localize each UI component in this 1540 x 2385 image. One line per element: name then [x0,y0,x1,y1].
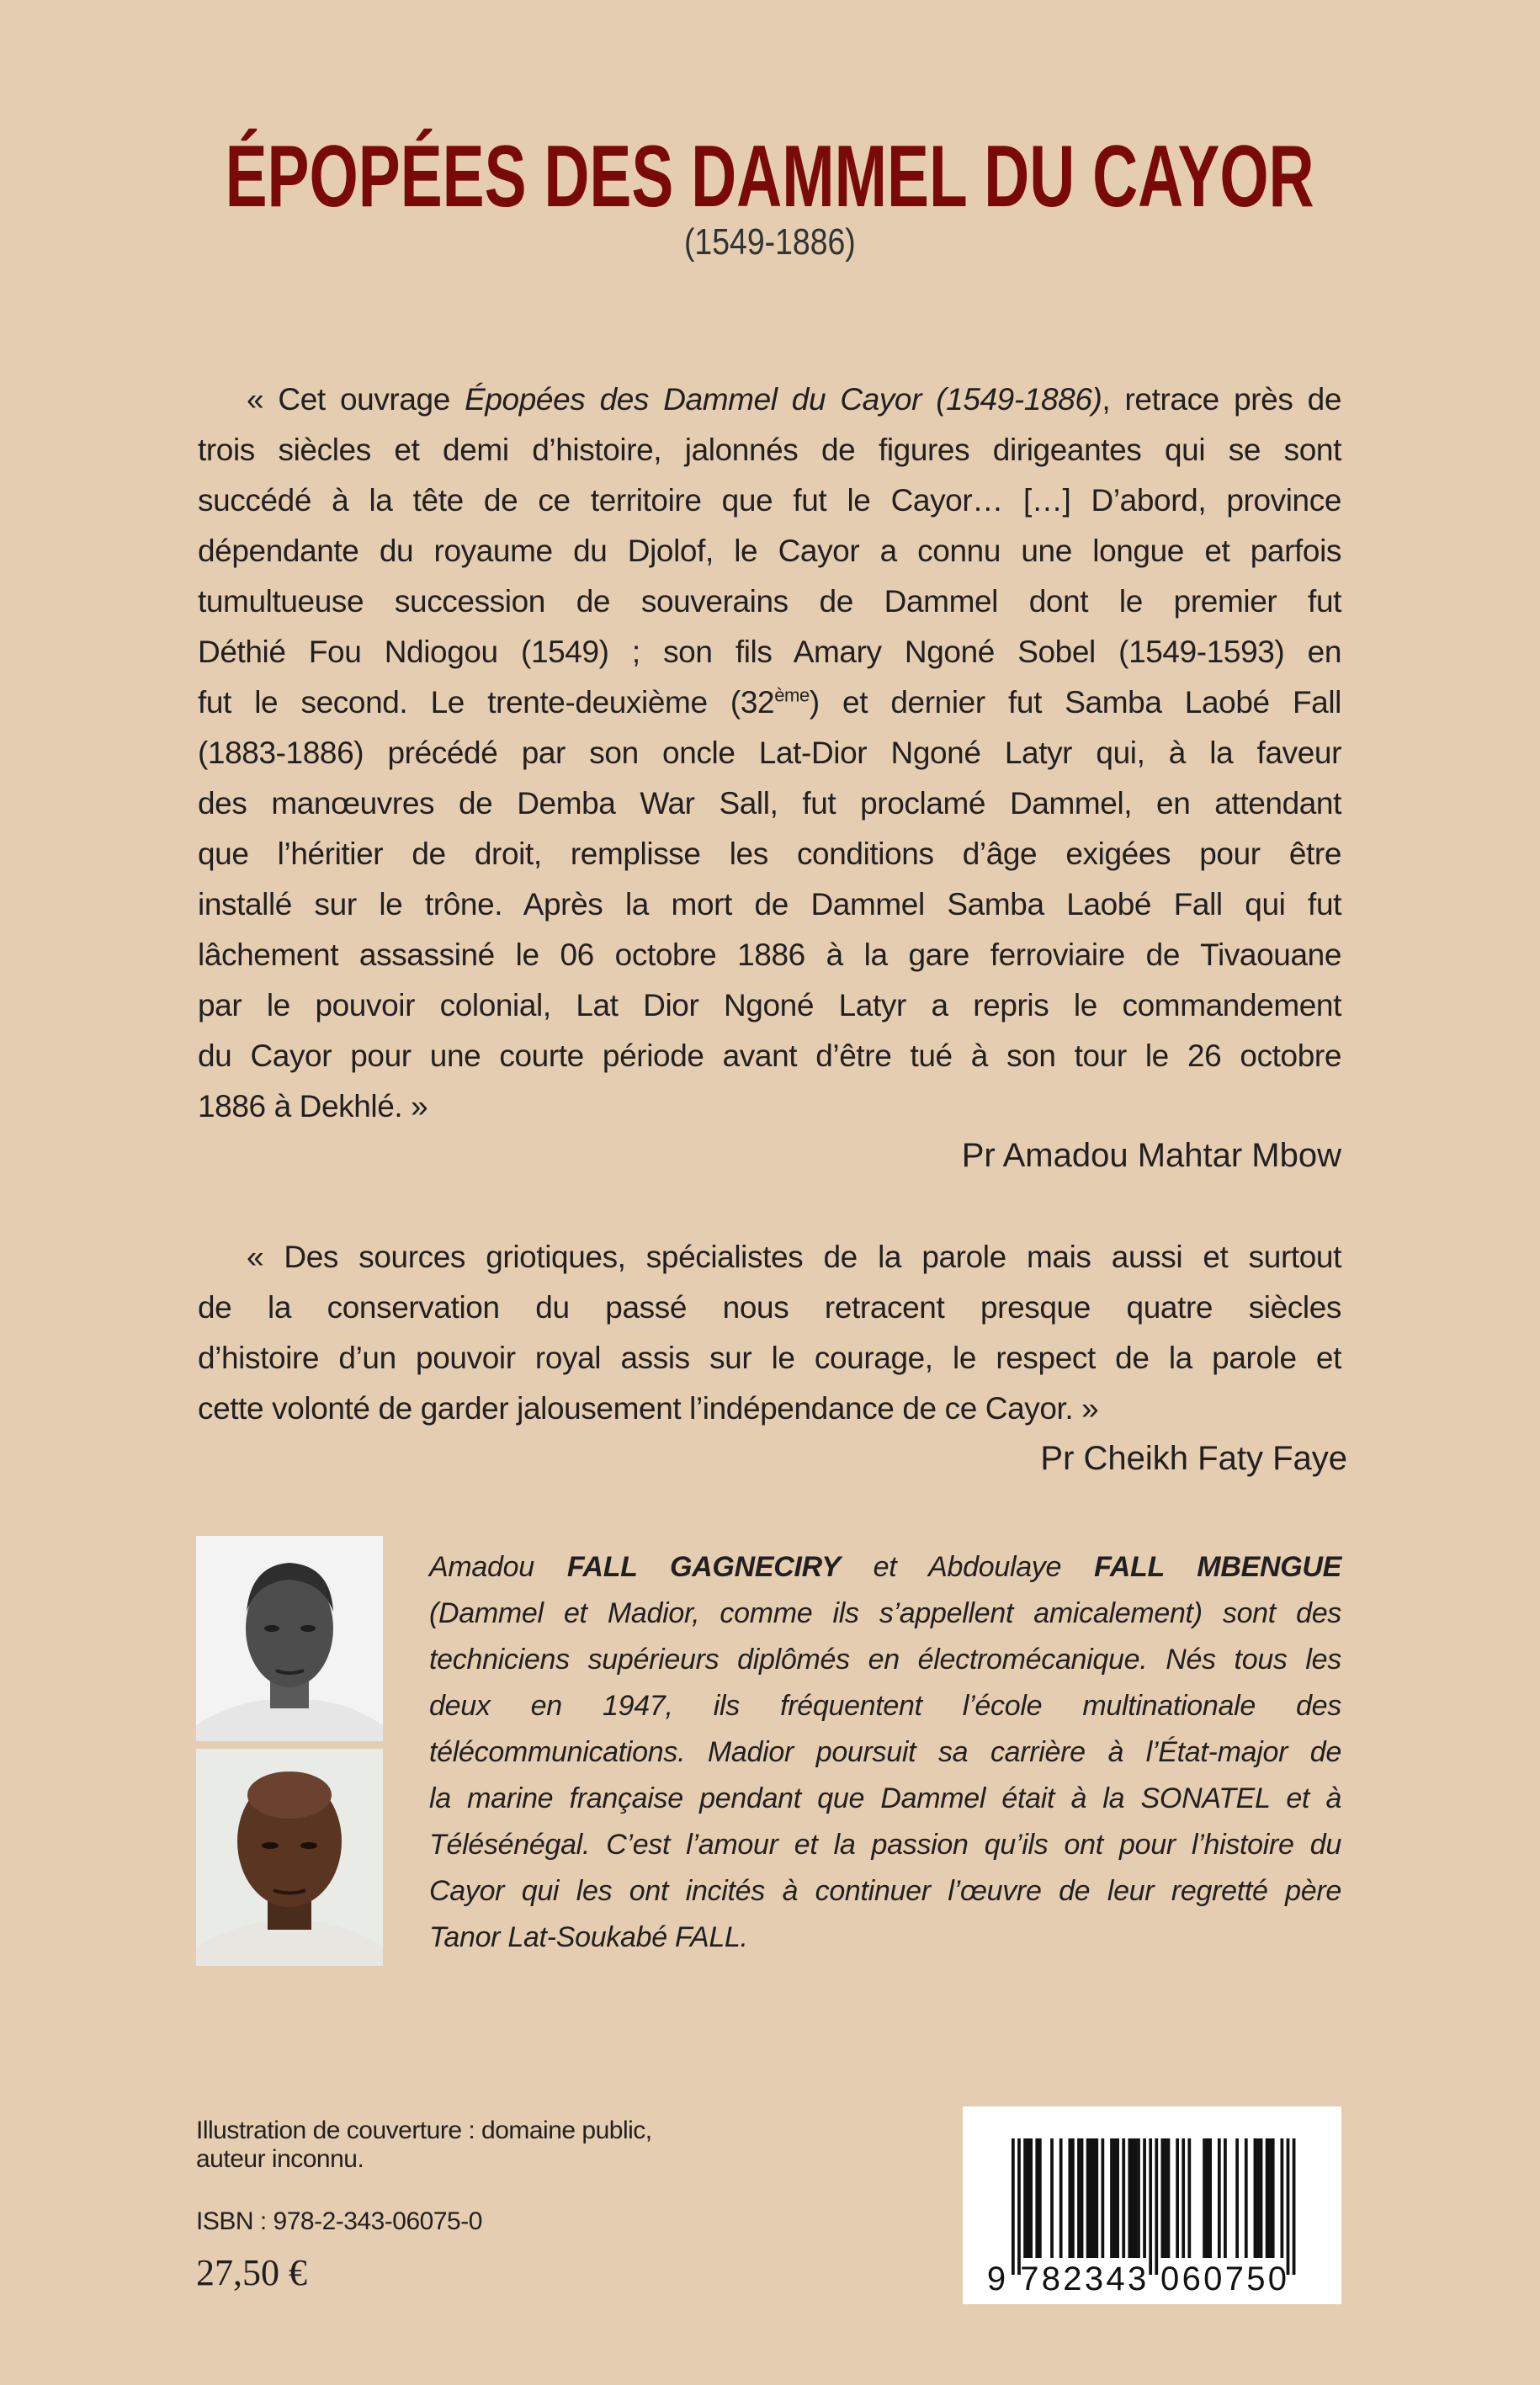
isbn: ISBN : 978-2-343-06075-0 [196,2207,482,2235]
barcode-bar [1208,2138,1212,2258]
quote-line: d’histoire d’un pouvoir royal assis sur le courage, le respect de la parole et [198,1341,1341,1375]
bio-line: Cayor qui les ont incités à continuer l’œuvre de leur regretté père [429,1875,1341,1907]
credit-line: Illustration de couverture : domaine public, [196,2117,652,2144]
isbn-barcode [963,2106,1341,2304]
quote-line: des manœuvres de Demba War Sall, fut proclamé Dammel, en attendant [198,786,1341,821]
book-dates: (1549-1886) [684,221,856,263]
barcode-bar [1071,2138,1075,2258]
barcode-bar [1110,2138,1113,2258]
barcode-bar [1256,2138,1260,2258]
barcode-bar [1092,2138,1096,2258]
quote-line: Déthié Fou Ndiogou (1549) ; son fils Amary Ngoné Sobel (1549-1593) en [198,635,1341,669]
bio-line: Amadou FALL GAGNECIRY et Abdoulaye FALL MBENGUE [429,1551,1341,1583]
quote-faye [198,1232,1341,1434]
barcode-bar [1077,2138,1081,2258]
barcode-bar [1038,2138,1042,2258]
book-title: ÉPOPÉES DES DAMMEL DU CAYOR [225,128,1315,226]
quote-line: succédé à la tête de ce territoire que fut le Cayor… […] D’abord, province [198,483,1341,518]
barcode-bar [1182,2138,1185,2258]
barcode-digits-right: 060750 [1160,2260,1288,2297]
bio-line: Télésénégal. C’est l’amour et la passion qu’ils ont pour l’histoire du [429,1829,1341,1861]
barcode-bar [1272,2138,1275,2258]
barcode-digit-first: 9 [986,2260,1006,2297]
barcode-bar [1260,2138,1263,2258]
bio-line: techniciens supérieurs diplômés en électromécanique. Nés tous les [429,1644,1341,1676]
barcode-bar [1268,2138,1272,2258]
bio-line: télécommunications. Madior poursuit sa carrière à l’État-major de [429,1736,1341,1768]
quote-line: cette volonté de garder jalousement l’indépendance de ce Cayor. » [198,1391,1099,1426]
quote-line: lâchement assassiné le 06 octobre 1886 à la gare ferroviaire de Tivaouane [198,938,1341,972]
barcode-bar [1029,2138,1033,2258]
cover-credit [196,2117,652,2174]
barcode-bar [1143,2138,1146,2258]
barcode-bar [1134,2138,1138,2258]
barcode-bar [1131,2138,1134,2258]
credit-line: auteur inconnu. [196,2145,364,2173]
barcode-bar [1081,2138,1084,2258]
barcode-bar [1012,2138,1015,2275]
quote-line: trois siècles et demi d’histoire, jalonnés de figures dirigeantes qui se sont [198,433,1341,467]
barcode-bar [1176,2138,1179,2258]
quote-line: par le pouvoir colonial, Lat Dior Ngoné Latyr a repris le commandement [198,988,1341,1023]
barcode-bar [1235,2138,1239,2258]
bio-line: (Dammel et Madior, comme ils s’appellent amicalement) sont des [429,1597,1341,1629]
barcode-bar [1035,2138,1038,2258]
quote-line: installé sur le trône. Après la mort de Dammel Samba Laobé Fall qui fut [198,887,1341,922]
barcode-bar [1245,2138,1248,2258]
barcode-bar [1187,2138,1191,2258]
barcode-bar [1017,2138,1021,2275]
quote-line: que l’héritier de droit, remplisse les conditions d’âge exigées pour être [198,837,1341,871]
barcode-bar [1224,2138,1227,2258]
author-photo-1 [196,1536,383,1741]
barcode-bar [1027,2138,1030,2258]
quote-line: « Cet ouvrage Épopées des Dammel du Cayor (1549-1886), retrace près de [247,382,1342,417]
bio-line: Tanor Lat-Soukabé FALL. [429,1921,748,1953]
quote-line: tumultueuse succession de souverains de Dammel dont le premier fut [198,584,1341,619]
barcode-bar [1149,2138,1152,2275]
quote-line: 1886 à Dekhlé. » [198,1089,428,1123]
barcode-bar [1068,2138,1071,2258]
barcode-bar [1254,2138,1257,2258]
barcode-bar [1167,2138,1171,2258]
barcode-bar [1089,2138,1092,2258]
barcode-bar [1050,2138,1054,2258]
barcode-bar [1137,2138,1140,2258]
barcode-bar [1266,2138,1269,2258]
bio-line: deux en 1947, ils fréquentent l’école multinationale des [429,1690,1341,1722]
barcode-bar [1203,2138,1206,2258]
quote-line: « Des sources griotiques, spécialistes de la parole mais aussi et surtout [247,1240,1341,1274]
barcode-bar [1161,2138,1165,2258]
quote-line: dépendante du royaume du Djolof, le Cayor a connu une longue et parfois [198,534,1341,568]
quote-line: de la conservation du passé nous retracent presque quatre siècles [198,1290,1341,1325]
quote-mbow [198,374,1341,1132]
barcode-bar [1095,2138,1098,2258]
barcode-bar [1059,2138,1063,2258]
barcode-bar [1122,2138,1125,2258]
authors-bio [429,1544,1341,1961]
author-photo-2 [196,1749,383,1966]
price: 27,50 € [196,2252,307,2293]
quote-author-faye: Pr Cheikh Faty Faye [1040,1440,1347,1477]
barcode-bar [1116,2138,1119,2258]
barcode-bar [1102,2138,1105,2258]
quote-line: fut le second. Le trente-deuxième (32ème) et dernier fut Samba Laobé Fall [198,684,1342,720]
quote-line: du Cayor pour une courte période avant d’être tué à son tour le 26 octobre [198,1038,1341,1073]
quote-author-mbow: Pr Amadou Mahtar Mbow [961,1137,1341,1174]
barcode-bar [1287,2138,1290,2275]
barcode-bar [1113,2138,1117,2258]
barcode-bar [1293,2138,1296,2275]
barcode-bar [1086,2138,1090,2258]
barcode-bars [963,2106,1341,2304]
barcode-digits-left: 782343 [1020,2260,1147,2297]
barcode-bar [1155,2138,1158,2275]
barcode-bar [1281,2138,1284,2258]
barcode-bar [1206,2138,1209,2258]
bio-line: la marine française pendant que Dammel était à la SONATEL et à [429,1782,1341,1814]
barcode-bar [1218,2138,1221,2258]
barcode-bar [1164,2138,1167,2258]
barcode-bar [1128,2138,1131,2258]
quote-line: (1883-1886) précédé par son oncle Lat-Dior Ngoné Latyr qui, à la faveur [198,736,1341,770]
barcode-bar [1023,2138,1027,2258]
